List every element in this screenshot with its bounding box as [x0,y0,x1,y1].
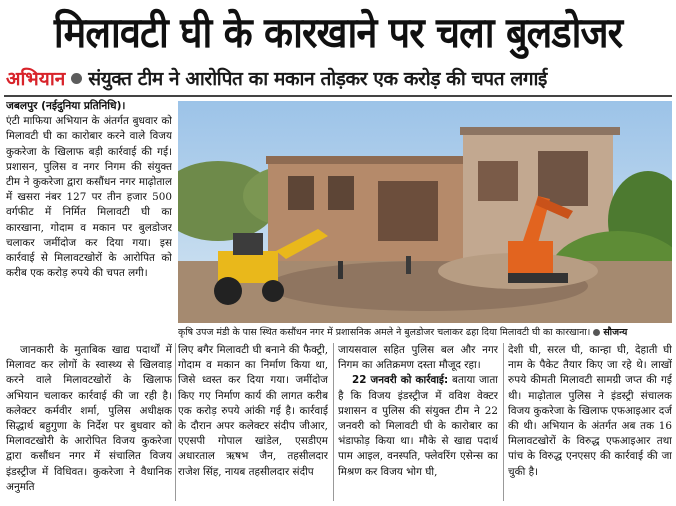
caption-text: कृषि उपज मंडी के पास स्थित कसौंधन नगर में प्रशासनिक अमले ने बुलडोजर चलाकर ढहा दिया मिलावटी घी का कारखाना। [178,327,591,338]
column-3-body: जायसवाल सहित पुलिस बल और नगर निगम का अतिक्रमण दस्ता मौजूद रहा। [338,344,498,372]
deck-line [6,64,670,92]
column-4 [508,343,672,503]
column-1-body: एंटी माफिया अभियान के अंतर्गत बुधवार को मिलावटी घी का कारोबार करने वाले विजय कुकरेजा के खिलाफ बड़ी कार्रवाई की गई। प्रशासन, पुलिस व नगर निगम की संयुक्त टीम ने कुकरेजा द्वारा कसौंधन नगर माढ़ोताल में खसरा नंबर 127 पर तीन हजार 500 वर्गफीट में निर्मित मिलावटी घी का कारखाना, गोदाम व मकान पर बुलडोजर चलाकर जमींदोज कर दिया गया। इस कार्रवाई से मिलावटखोरों के आरोपित को करीब एक करोड़ रुपये की चपत लगी। [6,115,172,280]
column-3-subhead: 22 जनवरी को कार्रवाई: [352,374,449,387]
column-1-body-2: जानकारी के मुताबिक खाद्य पदार्थों में मिलावट कर लोगों के स्वास्थ्य से खिलवाड़ करने वाले मिलावटखोरों के खिलाफ अभियान चलाकर कार्रवाई की जा रही है। कलेक्टर कर्मवीर शर्मा, पुलिस अधीक्षक सिद्धार्थ बहुगुणा के निर्देश पर बुधवार को मिलावटखोरी के आरोपित विजय कुकरेजा द्वारा कसौंधन नगर में संचालित विजय इंडस्ट्रीज में विधिवत। कुकरेजा ने वैधानिक अनुमति [6,344,172,493]
caption-dot-icon [593,329,600,336]
photo-credit: सौजन्य [603,327,628,338]
column-4-body: देशी घी, सरल घी, कान्हा घी, देहाती घी नाम के पैकेट तैयार किए जा रहे थे। लाखों रुपये कीमती मिलावटी सामग्री जप्त की गई थी। माढ़ोताल पुलिस ने इंडस्ट्री संचालक विजय कुकरेजा के खिलाफ एफआइआर दर्ज की थी। अभियान के अंतर्गत अब तक 16 मिलावटखोरों के विरुद्ध एफआइआर तथा पांच के विरुद्ध एनएसए की कार्रवाई की जा चुकी है। [508,344,672,478]
column-1-bottom [6,343,172,503]
column-divider [333,343,334,501]
column-2 [178,343,328,503]
top-divider [4,95,672,97]
kicker-label: अभियान [6,68,66,90]
headline: मिलावटी घी के कारखाने पर चला बुलडोजर [53,7,623,57]
column-1-top [6,99,172,337]
column-3-body-2: बताया जाता है कि विजय इंडस्ट्रीज में वविश वेक्टर प्रशासन व पुलिस की संयुक्त टीम ने 22 जनवरी को मिलावटी घी के कारोबार का भंडाफोड़ किया था। मौके से खाद्य पदार्थ पाम आइल, वनस्पति, फ्लेवरिंग एसेन्स का मिश्रण कर विजय भोग घी, [338,374,498,478]
photo-caption [178,325,672,341]
column-divider [503,343,504,501]
bullet-dot-icon [71,73,82,84]
column-2-body: लिए बगैर मिलावटी घी बनाने की फैक्ट्री, गोदाम व मकान का निर्माण किया था, जिसे ध्वस्त कर दिया गया। जमींदोज किए गए निर्माण कार्य की लागत करीब एक करोड़ रुपये आंकी गई है। कार्रवाई के दौरान अपर कलेक्टर संदीप जीआर, एएसपी गोपाल खांडेल, एसडीएम अधारताल ऋषभ जैन, तहसीलदार राजेश सिंह, नायब तहसीलदार संदीप [178,344,328,478]
dateline: जबलपुर (नईदुनिया प्रतिनिधि)। [6,100,126,112]
news-photo [178,101,672,323]
column-3 [338,343,498,503]
demolition-photo-illustration [178,101,672,323]
deck-text: संयुक्त टीम ने आरोपित का मकान तोड़कर एक करोड़ की चपत लगाई [88,68,547,90]
column-divider [175,343,176,501]
